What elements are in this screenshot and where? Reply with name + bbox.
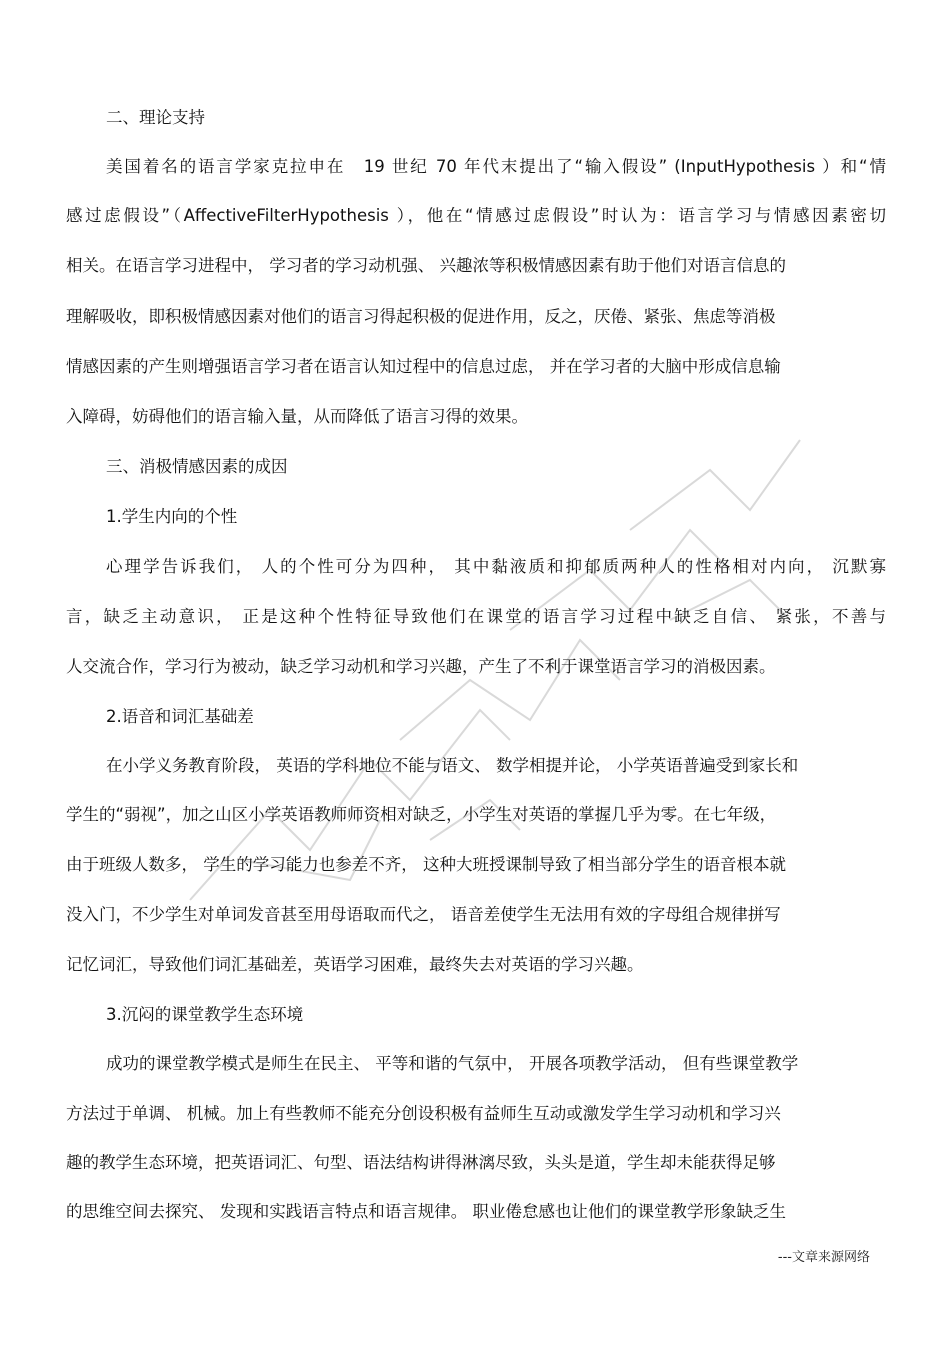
- paragraph-line: 的思维空间去探究、 发现和实践语言特点和语言规律。 职业倦怠感也让他们的课堂教学形象缺乏生: [66, 1202, 786, 1221]
- source-note: ---文章来源网络: [777, 1250, 870, 1265]
- paragraph-line: 言，缺乏主动意识， 正是这种个性特征导致他们在课堂的语言学习过程中缺乏自信、 紧张，不善与: [66, 607, 886, 626]
- paragraph-line: 心理学告诉我们， 人的个性可分为四种， 其中黏液质和抑郁质两种人的性格相对内向， 沉默寡: [106, 557, 886, 576]
- paragraph-line: 相关。在语言学习进程中， 学习者的学习动机强、 兴趣浓等积极情感因素有助于他们对语言信息的: [66, 256, 786, 275]
- section-heading-theory: 二、理论支持: [106, 108, 205, 127]
- paragraph-line: 记忆词汇，导致他们词汇基础差，英语学习困难，最终失去对英语的学习兴趣。: [66, 955, 644, 974]
- subsection-heading: 2.语音和词汇基础差: [106, 707, 254, 726]
- paragraph-line: 情感因素的产生则增强语言学习者在语言认知过程中的信息过虑， 并在学习者的大脑中形成信息输: [66, 357, 781, 376]
- paragraph-line: 在小学义务教育阶段， 英语的学科地位不能与语文、 数学相提并论， 小学英语普遍受到家长和: [106, 756, 799, 775]
- section-heading-causes: 三、消极情感因素的成因: [106, 457, 288, 476]
- paragraph-line: 美国着名的语言学家克拉申在 19 世纪 70 年代末提出了“输入假设” (InputHypothesis ）和“情: [106, 157, 886, 176]
- paragraph-line: 方法过于单调、 机械。加上有些教师不能充分创设积极有益师生互动或激发学生学习动机和学习兴: [66, 1104, 781, 1123]
- paragraph-line: 趣的教学生态环境，把英语词汇、句型、语法结构讲得淋漓尽致，头头是道，学生却未能获得足够: [66, 1153, 776, 1172]
- paragraph-line: 理解吸收，即积极情感因素对他们的语言习得起积极的促进作用，反之，厌倦、紧张、焦虑等消极: [66, 307, 776, 326]
- paragraph-line: 入障碍，妨碍他们的语言输入量，从而降低了语言习得的效果。: [66, 407, 528, 426]
- paragraph-line: 感过虑假设”（AffectiveFilterHypothesis ），他在“情感过虑假设”时认为：语言学习与情感因素密切: [66, 206, 886, 225]
- paragraph-line: 学生的“弱视”，加之山区小学英语教师师资相对缺乏，小学生对英语的掌握几乎为零。在七年级，: [66, 805, 777, 824]
- subsection-heading: 3.沉闷的课堂教学生态环境: [106, 1005, 304, 1024]
- paragraph-line: 没入门，不少学生对单词发音甚至用母语取而代之， 语音差使学生无法用有效的字母组合规律拼写: [66, 905, 781, 924]
- paragraph-line: 成功的课堂教学模式是师生在民主、 平等和谐的气氛中， 开展各项教学活动， 但有些课堂教学: [106, 1054, 799, 1073]
- paragraph-line: 人交流合作，学习行为被动，缺乏学习动机和学习兴趣，产生了不利于课堂语言学习的消极因素。: [66, 657, 776, 676]
- paragraph-line: 由于班级人数多， 学生的学习能力也参差不齐， 这种大班授课制导致了相当部分学生的语音根本就: [66, 855, 786, 874]
- subsection-heading: 1.学生内向的个性: [106, 507, 238, 526]
